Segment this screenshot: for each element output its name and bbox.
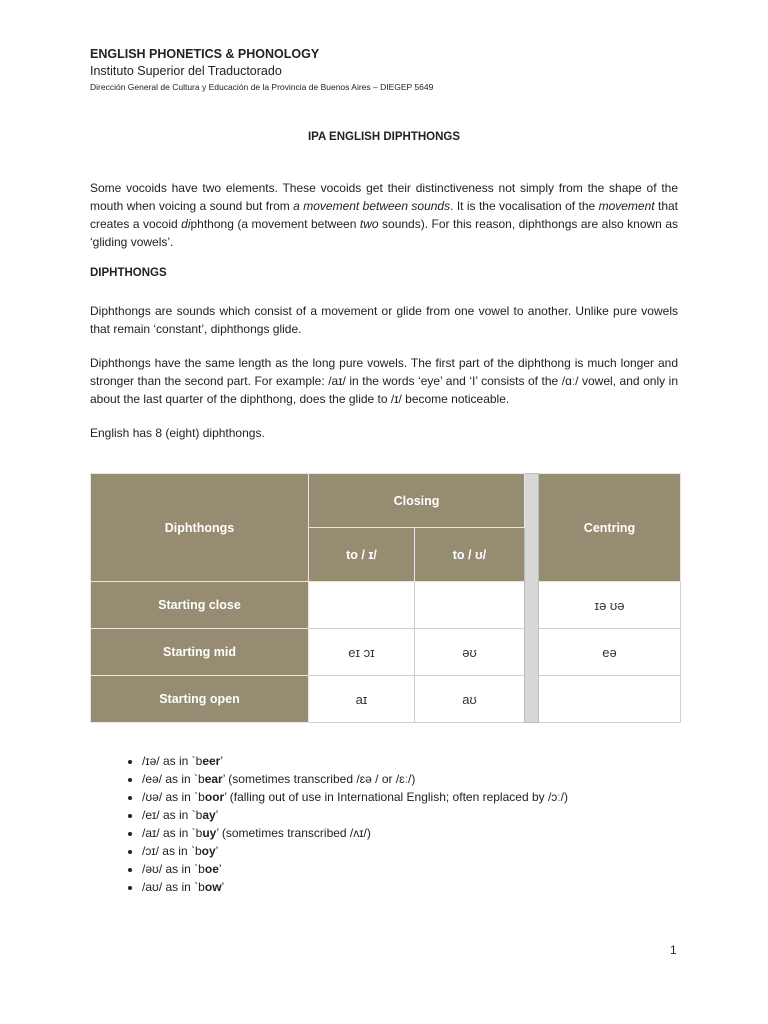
list-item: • /aʊ/ as in `bow’ — [142, 878, 568, 896]
list-item: • /ɪə/ as in `beer’ — [142, 752, 568, 770]
row-label: Starting close — [91, 582, 309, 629]
table-cell: eə — [539, 629, 681, 676]
table-row — [91, 629, 681, 676]
row-label: Starting mid — [91, 629, 309, 676]
table-cell: aɪ — [309, 676, 415, 723]
table-cell: eɪ ɔɪ — [309, 629, 415, 676]
list-item: • /aɪ/ as in `buy’ (sometimes transcribed /ʌɪ/) — [142, 824, 568, 842]
centring-header: Centring — [539, 474, 681, 582]
column-separator — [525, 474, 539, 723]
table-cell — [415, 582, 525, 629]
authority-line: Dirección General de Cultura y Educación de la Provincia de Buenos Aires – DIEGEP 5649 — [90, 82, 434, 92]
to-u-header: to / ʊ/ — [415, 528, 525, 582]
section-heading: DIPHTHONGS — [90, 267, 167, 279]
row-label: Starting open — [91, 676, 309, 723]
count-paragraph: English has 8 (eight) diphthongs. — [90, 426, 265, 440]
list-item: • /əʊ/ as in `boe’ — [142, 860, 568, 878]
table-cell: əʊ — [415, 629, 525, 676]
table-cell: ɪə ʊə — [539, 582, 681, 629]
closing-header: Closing — [309, 474, 525, 528]
page-number: 1 — [670, 943, 677, 957]
intro-paragraph: Some vocoids have two elements. These vocoids get their distinctiveness not simply from the shape of the mouth when voicing a sound but from a movement between sounds. It is the vocalisation of the movement that creates a vocoid diphthong (a movement between two sounds). For this reason, diphthongs are also known as ‘gliding vowels’. — [90, 181, 679, 249]
list-item: • /eɪ/ as in `bay’ — [142, 806, 568, 824]
to-i-header: to / ɪ/ — [309, 528, 415, 582]
table-cell: aʊ — [415, 676, 525, 723]
table-row — [91, 676, 681, 723]
list-item: • /eə/ as in `bear’ (sometimes transcribed /ɛə / or /ɛː/) — [142, 770, 568, 788]
page-title: IPA ENGLISH DIPHTHONGS — [307, 131, 461, 143]
diphthong-example-list — [118, 752, 568, 896]
table-cell — [539, 676, 681, 723]
table-row — [91, 582, 681, 629]
diphthong-table — [90, 473, 681, 723]
institute-name: Instituto Superior del Traductorado — [90, 64, 282, 78]
list-item: • /ʊə/ as in `boor’ (falling out of use in International English; often replaced by /ɔː/) — [142, 788, 568, 806]
list-item: • /ɔɪ/ as in `boy’ — [142, 842, 568, 860]
course-title: ENGLISH PHONETICS & PHONOLOGY — [90, 47, 320, 61]
table-corner-header: Diphthongs — [91, 474, 309, 582]
length-paragraph: Diphthongs have the same length as the long pure vowels. The first part of the diphthong is much longer and stronger than the second part. For example: /aɪ/ in the words ‘eye’ and ‘I’ consists of the /ɑː/ vowel, and only in about the last quarter of the diphthong, does the glide to /ɪ/ become noticeable. — [90, 356, 678, 406]
table-cell — [309, 582, 415, 629]
definition-paragraph: Diphthongs are sounds which consist of a movement or glide from one vowel to another. Unlike pure vowels that remain ‘constant’, diphthongs glide. — [90, 304, 678, 336]
